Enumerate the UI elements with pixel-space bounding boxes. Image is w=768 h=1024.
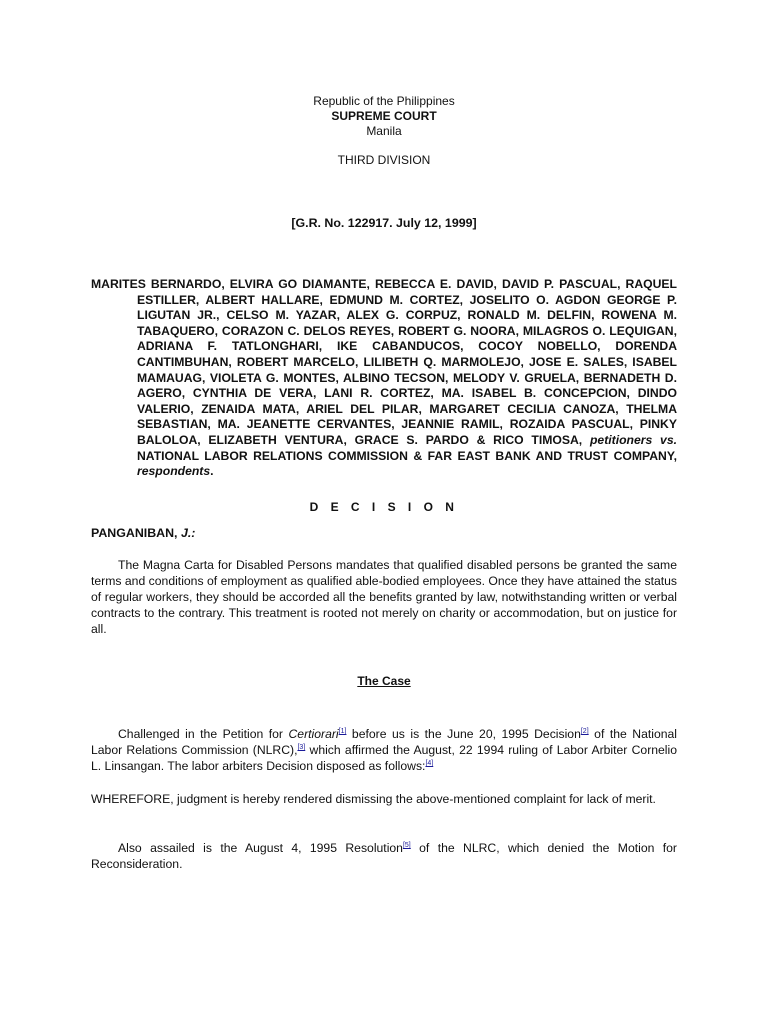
caption-period: . <box>210 464 214 479</box>
court-city: Manila <box>366 124 402 138</box>
section-title-text: The Case <box>357 674 411 688</box>
case-text-2: before us is the June 20, 1995 Decision <box>346 727 581 741</box>
court-name: SUPREME COURT <box>331 109 437 123</box>
footnote-link-1[interactable]: [1] <box>338 727 347 735</box>
division-name: THIRD DIVISION <box>337 153 431 167</box>
petitioners-label: petitioners vs. <box>589 432 678 447</box>
resolution-paragraph <box>91 840 677 872</box>
certiorari-term: Certiorari <box>288 727 339 741</box>
case-text-4: which affirmed the August, 22 1994 ruling of Labor Arbiter Cornelio L. Linsangan. The labor arbiters Decision disposed as follows: <box>91 743 677 773</box>
case-number: [G.R. No. 122917. July 12, 1999] <box>291 216 477 230</box>
respondents-names: NATIONAL LABOR RELATIONS COMMISSION & FAR EAST BANK AND TRUST COMPANY, <box>137 448 677 463</box>
ponente-title: J.: <box>180 526 196 540</box>
intro-paragraph: The Magna Carta for Disabled Persons mandates that qualified disabled persons be granted the same terms and conditions of employment as qualified able-bodied employees. Once they have attained the status of regular workers, they should be accorded all the benefits granted by law, notwithstanding written or verbal contracts to the contrary. This treatment is rooted not merely on charity or accommodation, but on justice for all. <box>91 558 677 636</box>
ponente <box>91 526 195 540</box>
resolution-text-1: Also assailed is the August 4, 1995 Resolution <box>118 841 403 855</box>
case-paragraph <box>91 726 677 774</box>
footnote-link-5[interactable]: [5] <box>402 841 411 849</box>
republic-line: Republic of the Philippines <box>313 94 455 108</box>
wherefore-paragraph: WHEREFORE, judgment is hereby rendered dismissing the above-mentioned complaint for lack of merit. <box>91 792 656 806</box>
ponente-name: PANGANIBAN, <box>91 526 178 540</box>
respondents-label: respondents <box>137 464 211 479</box>
decision-heading: D E C I S I O N <box>309 500 459 514</box>
case-text-3: of the National Labor Relations Commission (NLRC), <box>91 727 677 757</box>
case-text-1: Challenged in the Petition for <box>118 727 289 741</box>
footnote-link-2[interactable]: [2] <box>580 727 589 735</box>
section-title <box>0 674 768 688</box>
footnote-link-4[interactable]: [4] <box>425 759 434 767</box>
petitioners-names: MARITES BERNARDO, ELVIRA GO DIAMANTE, REBECCA E. DAVID, DAVID P. PASCUAL, RAQUEL ESTILLER, ALBERT HALLARE, EDMUND M. CORTEZ, JOSELITO O. AGDON GEORGE P. LIGUTAN JR., CELSO M. YAZAR, ALEX G. CORPUZ, RONALD M. DELFIN, ROWENA M. TABAQUERO, CORAZON C. DELOS REYES, ROBERT G. NOORA, MILAGROS O. LEQUIGAN, ADRIANA F. TATLONGHARI, IKE CABANDUCOS, COCOY NOBELLO, DORENDA CANTIMBUHAN, ROBERT MARCELO, LILIBETH Q. MARMOLEJO, JOSE E. SALES, ISABEL MAMAUAG, VIOLETA G. MONTES, ALBINO TECSON, MELODY V. GRUELA, BERNADETH D. AGERO, CYNTHIA DE VERA, LANI R. CORTEZ, MA. ISABEL B. CONCEPCION, DINDO VALERIO, ZENAIDA MATA, ARIEL DEL PILAR, MARGARET CECILIA CANOZA, THELMA SEBASTIAN, MA. JEANETTE CERVANTES, JEANNIE RAMIL, ROZAIDA PASCUAL, PINKY BALOLOA, ELIZABETH VENTURA, GRACE S. PARDO & RICO TIMOSA, <box>91 277 677 447</box>
case-caption <box>91 277 677 480</box>
resolution-text-2: of the NLRC, which denied the Motion for Reconsideration. <box>91 841 677 871</box>
footnote-link-3[interactable]: [3] <box>297 743 306 751</box>
